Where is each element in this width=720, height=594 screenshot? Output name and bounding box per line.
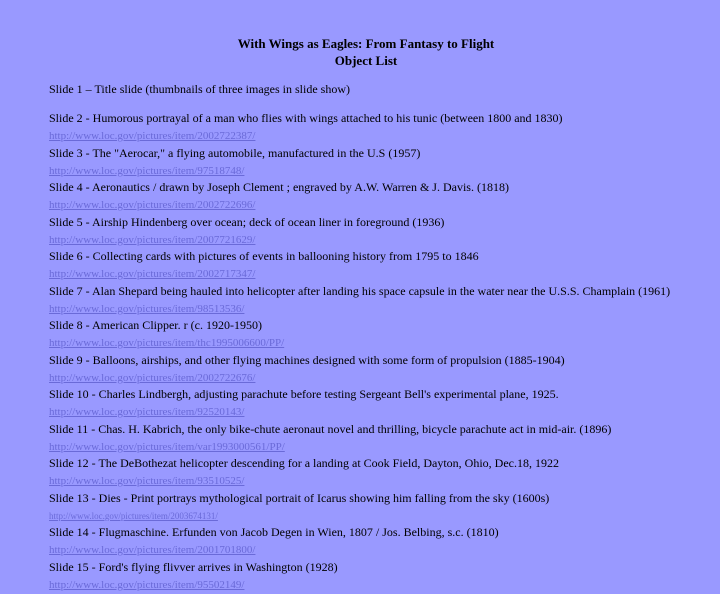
slide-description: Slide 7 - Alan Shepard being hauled into helicopter after landing his space capsule in the water near the U.S.S. Champlain (1961) [49,284,714,299]
list-item-slide-15 [49,560,714,594]
slide-link[interactable]: http://www.loc.gov/pictures/item/thc1995006600/PP/ [49,336,714,350]
slide-link[interactable]: http://www.loc.gov/pictures/item/97518748/ [49,164,714,178]
slide-description: Slide 8 - American Clipper. r (c. 1920-1950) [49,318,714,333]
slide-link[interactable]: http://www.loc.gov/pictures/item/92520143/ [49,405,714,419]
list-item-slide-2 [49,111,714,146]
slide-link[interactable]: http://www.loc.gov/pictures/item/2001701800/ [49,543,714,557]
list-item-slide-10 [49,387,714,422]
slide-description: Slide 5 - Airship Hindenberg over ocean; deck of ocean liner in foreground (1936) [49,215,714,230]
page-subtitle: Object List [0,52,720,69]
list-item-slide-13 [49,491,714,526]
list-item-slide-7 [49,284,714,319]
list-item-slide-5 [49,215,714,250]
slide-link[interactable]: http://www.loc.gov/pictures/item/98513536/ [49,302,714,316]
list-item-slide-3 [49,146,714,181]
slide-link[interactable]: http://www.loc.gov/pictures/item/2002722696/ [49,198,714,212]
title-block [0,35,720,69]
object-list [49,82,714,594]
slide-link[interactable]: http://www.loc.gov/pictures/item/2003674131/ [49,509,714,523]
list-item-slide-11 [49,422,714,457]
list-item-slide-6 [49,249,714,284]
slide-description: Slide 11 - Chas. H. Kabrich, the only bike-chute aeronaut novel and thrilling, bicycle parachute act in mid-air. (1896) [49,422,714,437]
slide-items [49,111,714,594]
slide-link[interactable]: http://www.loc.gov/pictures/item/2002722676/ [49,371,714,385]
slide-link[interactable]: http://www.loc.gov/pictures/item/95502149/ [49,578,714,592]
slide-description: Slide 10 - Charles Lindbergh, adjusting parachute before testing Sergeant Bell's experimental plane, 1925. [49,387,714,402]
slide-description: Slide 2 - Humorous portrayal of a man who flies with wings attached to his tunic (between 1800 and 1830) [49,111,714,126]
list-item-slide-14 [49,525,714,560]
slide-description: Slide 15 - Ford's flying flivver arrives in Washington (1928) [49,560,714,575]
slide-description: Slide 14 - Flugmaschine. Erfunden von Jacob Degen in Wien, 1807 / Jos. Belbing, s.c. (1810) [49,525,714,540]
list-item-slide-9 [49,353,714,388]
slide-description: Slide 13 - Dies - Print portrays mythological portrait of Icarus showing him falling from the sky (1600s) [49,491,714,506]
list-item-slide-4 [49,180,714,215]
slide-description: Slide 9 - Balloons, airships, and other flying machines designed with some form of propulsion (1885-1904) [49,353,714,368]
slide-description: Slide 3 - The "Aerocar," a flying automobile, manufactured in the U.S (1957) [49,146,714,161]
slide-link[interactable]: http://www.loc.gov/pictures/item/93510525/ [49,474,714,488]
slide-link[interactable]: http://www.loc.gov/pictures/item/var1993000561/PP/ [49,440,714,454]
slide-description: Slide 6 - Collecting cards with pictures of events in ballooning history from 1795 to 1846 [49,249,714,264]
slide-link[interactable]: http://www.loc.gov/pictures/item/2002717347/ [49,267,714,281]
list-item-slide-8 [49,318,714,353]
slide-description: Slide 12 - The DeBothezat helicopter descending for a landing at Cook Field, Dayton, Ohio, Dec.18, 1922 [49,456,714,471]
slide-link[interactable]: http://www.loc.gov/pictures/item/2002722387/ [49,129,714,143]
intro-line: Slide 1 – Title slide (thumbnails of three images in slide show) [49,82,714,97]
page-title: With Wings as Eagles: From Fantasy to Flight [0,35,720,52]
list-item-slide-12 [49,456,714,491]
slide-description: Slide 4 - Aeronautics / drawn by Joseph Clement ; engraved by A.W. Warren & J. Davis. (1818) [49,180,714,195]
slide-link[interactable]: http://www.loc.gov/pictures/item/2007721629/ [49,233,714,247]
